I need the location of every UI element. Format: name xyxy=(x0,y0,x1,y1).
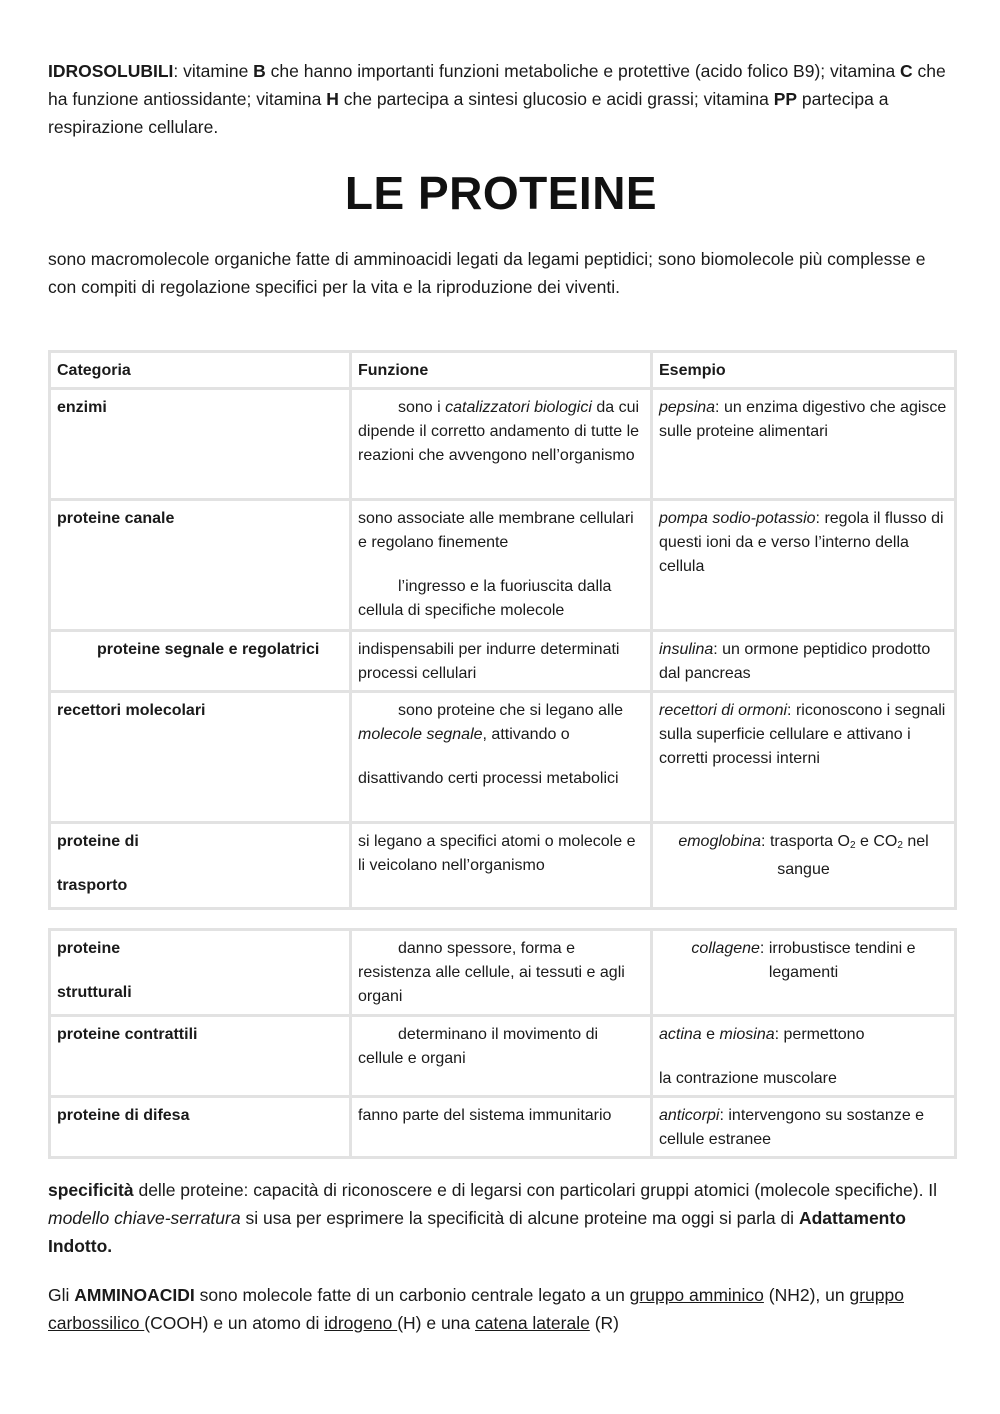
category-cell: recettori molecolari xyxy=(50,692,351,823)
text-run: trasporto xyxy=(57,877,128,894)
text-run: (NH2), un xyxy=(763,1285,850,1305)
text-run: determinano il movimento di cellule e organi xyxy=(358,1026,599,1067)
table-row xyxy=(50,930,956,1016)
text-run: sono proteine che si legano alle xyxy=(398,702,624,719)
text-run: e CO xyxy=(855,833,898,850)
table-row xyxy=(50,692,956,823)
text-run: (H) e una xyxy=(397,1313,476,1333)
example-cell xyxy=(652,823,956,909)
text-run: sono associate alle membrane cellulari e regolano finemente xyxy=(358,510,634,551)
function-cell xyxy=(351,500,652,631)
text-run: : irrobustisce tendini e legamenti xyxy=(759,940,916,981)
text-run: insulina xyxy=(659,641,714,658)
text-run: che hanno importanti funzioni metaboliche e protettive (acido folico B9); vitamina xyxy=(265,61,901,81)
intro-paragraph: sono macromolecole organiche fatte di amminoacidi legati da legami peptidici; sono biomolecole più complesse e con compiti di regolazione specifici per la vita e la riproduzione dei viventi. xyxy=(48,249,926,297)
table-row xyxy=(50,631,956,692)
proteins-table-continued xyxy=(48,928,957,1159)
underlined-term: gruppo amminico xyxy=(629,1285,764,1305)
text-run: la contrazione muscolare xyxy=(659,1070,837,1087)
category-cell xyxy=(50,823,351,909)
text-run: sono molecole fatte di un carbonio centrale legato a un xyxy=(194,1285,630,1305)
text-run: emoglobina xyxy=(678,833,762,850)
text-run: (R) xyxy=(589,1313,619,1333)
table-row xyxy=(50,1097,956,1158)
text-run: : regola il flusso di questi ioni da e verso l’interno della cellula xyxy=(659,510,944,575)
proteins-table xyxy=(48,350,957,910)
text-run: (COOH) e un atomo di xyxy=(144,1313,325,1333)
text-run: proteine xyxy=(57,940,121,957)
function-cell xyxy=(351,930,652,1016)
text-run: , attivando o xyxy=(482,726,570,743)
text-run: recettori di ormoni xyxy=(659,702,788,719)
text-run: disattivando certi processi metabolici xyxy=(358,770,619,787)
text-run: Adattamento Indotto. xyxy=(48,1208,906,1256)
header-categoria: Categoria xyxy=(50,352,351,389)
underlined-term: idrogeno xyxy=(324,1313,398,1333)
function-cell: fanno parte del sistema immunitario xyxy=(351,1097,652,1158)
text-run: : vitamine xyxy=(173,61,254,81)
subscript: 2 xyxy=(849,840,856,851)
text-run: sono i xyxy=(398,399,446,416)
example-cell xyxy=(652,389,956,500)
text-run: Gli xyxy=(48,1285,75,1305)
example-cell xyxy=(652,930,956,1016)
text-run: che partecipa a sintesi glucosio e acidi grassi; vitamina xyxy=(338,89,774,109)
text-run: : trasporta O xyxy=(761,833,850,850)
text-run: specificità xyxy=(48,1180,134,1200)
text-run: catalizzatori biologici xyxy=(445,399,592,416)
text-run: da cui dipende il corretto andamento di tutte le reazioni che avvengono nell’organismo xyxy=(358,399,640,464)
function-cell xyxy=(351,389,652,500)
text-run: modello chiave-serratura xyxy=(48,1208,241,1228)
category-cell: proteine di difesa xyxy=(50,1097,351,1158)
function-cell xyxy=(351,1016,652,1097)
text-run: : riconoscono i segnali sulla superficie cellulare e attivano i corretti processi interni xyxy=(659,702,946,767)
vitamin-c: C xyxy=(900,61,913,81)
text-run: partecipa a respirazione cellulare. xyxy=(48,89,889,137)
text-run: : permettono xyxy=(774,1026,865,1043)
text-run: miosina xyxy=(719,1026,775,1043)
text-run: proteine segnale e regolatrici xyxy=(97,641,320,658)
text-run: proteine di xyxy=(57,833,139,850)
text-run: molecole segnale xyxy=(358,726,483,743)
function-cell: indispensabili per indurre determinati processi cellulari xyxy=(351,631,652,692)
header-funzione: Funzione xyxy=(351,352,652,389)
category-cell: proteine canale xyxy=(50,500,351,631)
text-run: si usa per esprimere la specificità di alcune proteine ma oggi si parla di xyxy=(240,1208,799,1228)
table-header-row xyxy=(50,352,956,389)
vitamin-b: B xyxy=(253,61,266,81)
text-run: che ha funzione antiossidante; vitamina xyxy=(48,61,946,109)
underlined-term: catena laterale xyxy=(475,1313,590,1333)
example-cell xyxy=(652,500,956,631)
text-run: : un enzima digestivo che agisce sulle proteine alimentari xyxy=(659,399,947,440)
table-row xyxy=(50,1016,956,1097)
subscript: 2 xyxy=(897,840,903,851)
text-run: pompa sodio-potassio xyxy=(659,510,816,527)
vitamins-paragraph xyxy=(48,57,954,141)
table-row xyxy=(50,823,956,909)
category-cell: enzimi xyxy=(50,389,351,500)
text-run: : un ormone peptidico prodotto dal pancreas xyxy=(659,641,931,682)
text-run: nel sangue xyxy=(777,833,929,878)
header-esempio: Esempio xyxy=(652,352,956,389)
table-row xyxy=(50,389,956,500)
category-cell: proteine contrattili xyxy=(50,1016,351,1097)
text-run: pepsina xyxy=(659,399,716,416)
text-run: e xyxy=(701,1026,720,1043)
text-run: anticorpi xyxy=(659,1107,720,1124)
table-row xyxy=(50,500,956,631)
example-cell xyxy=(652,1097,956,1158)
text-run: strutturali xyxy=(57,984,132,1001)
text-run: collagene xyxy=(691,940,760,957)
example-cell xyxy=(652,1016,956,1097)
example-cell xyxy=(652,692,956,823)
category-cell xyxy=(50,631,351,692)
specificity-paragraph xyxy=(48,1176,954,1260)
function-cell xyxy=(351,692,652,823)
underlined-term: gruppo carbossilico xyxy=(48,1285,904,1333)
vitamin-h: H xyxy=(326,89,339,109)
example-cell xyxy=(652,631,956,692)
text-run: : intervengono su sostanze e cellule estranee xyxy=(659,1107,925,1148)
function-cell: si legano a specifici atomi o molecole e li veicolano nell’organismo xyxy=(351,823,652,909)
vitamins-label: IDROSOLUBILI xyxy=(48,61,174,81)
category-cell xyxy=(50,930,351,1016)
text-run: l’ingresso e la fuoriuscita dalla cellula di specifiche molecole xyxy=(358,578,612,619)
page-title: LE PROTEINE xyxy=(344,167,658,219)
text-run: delle proteine: capacità di riconoscere e di legarsi con particolari gruppi atomici (molecole specifiche). Il xyxy=(133,1180,938,1200)
text-run: actina xyxy=(659,1026,702,1043)
text-run: AMMINOACIDI xyxy=(74,1285,195,1305)
vitamin-pp: PP xyxy=(773,89,798,109)
aminoacids-paragraph xyxy=(48,1281,954,1337)
text-run: danno spessore, forma e resistenza alle cellule, ai tessuti e agli organi xyxy=(358,940,625,1005)
